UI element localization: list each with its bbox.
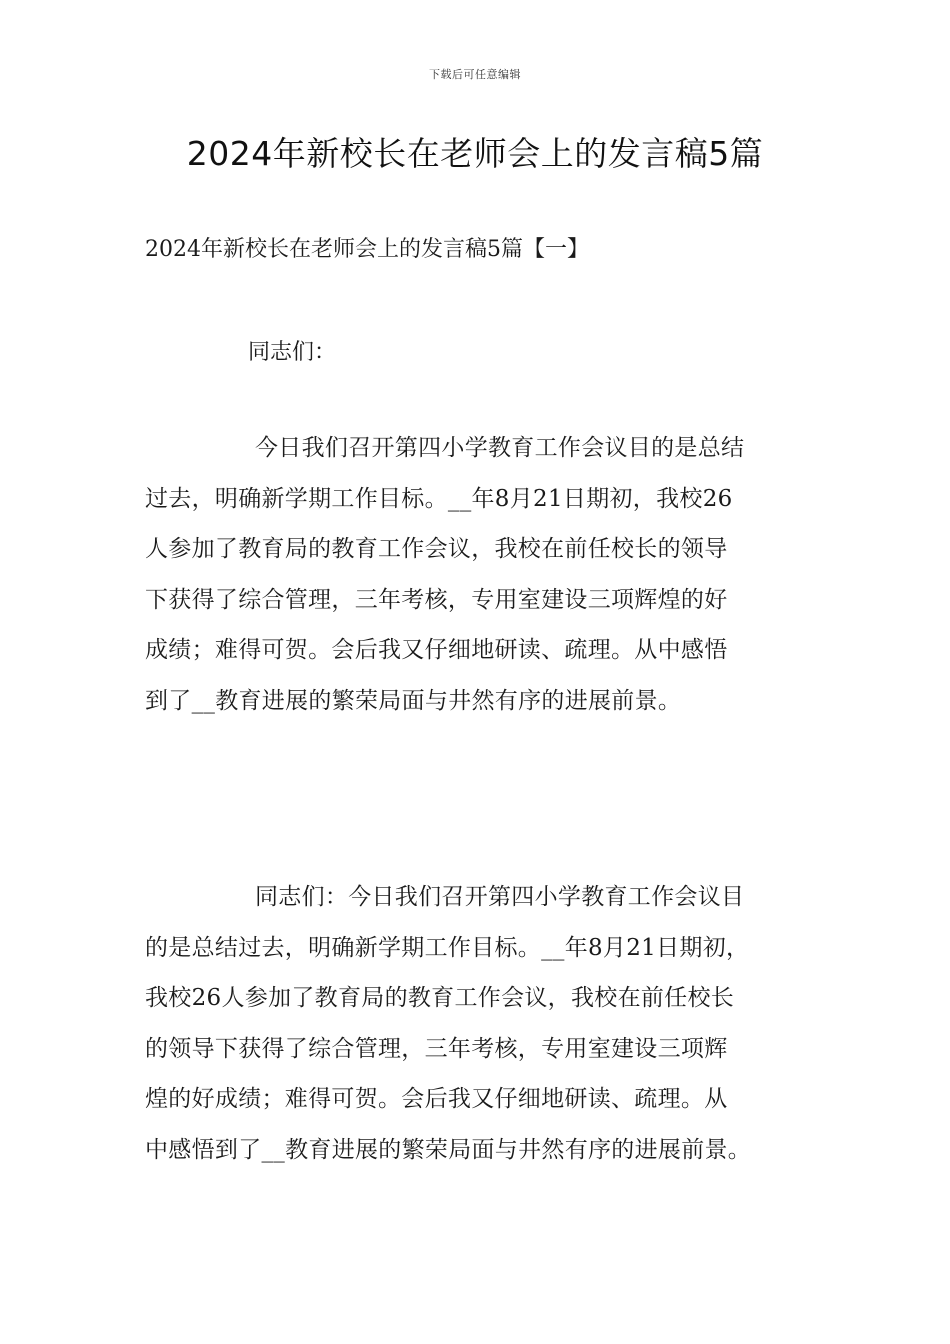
- paragraph-line: 中感悟到了__教育进展的繁荣局面与井然有序的进展前景。: [145, 1136, 752, 1163]
- paragraph-line: 煌的好成绩；难得可贺。会后我又仔细地研读、疏理。从: [145, 1086, 728, 1112]
- paragraph-line: 我校26人参加了教育局的教育工作会议，我校在前任校长: [145, 985, 735, 1011]
- paragraph-line: 的领导下获得了综合管理，三年考核，专用室建设三项辉: [145, 1035, 728, 1062]
- paragraph-line: 人参加了教育局的教育工作会议，我校在前任校长的领导: [145, 536, 728, 562]
- paragraph-line: 到了__教育进展的繁荣局面与井然有序的进展前景。: [145, 687, 682, 714]
- paragraph-line: 过去，明确新学期工作目标。__年8月21日期初，我校26: [145, 485, 733, 512]
- section-heading: 2024年新校长在老师会上的发言稿5篇【一】: [145, 237, 589, 262]
- paragraph-line: 今日我们召开第四小学教育工作会议目的是总结: [255, 435, 745, 461]
- paragraph-1: [145, 423, 810, 726]
- paragraph-2: [145, 872, 810, 1175]
- document-title: 2024年新校长在老师会上的发言稿5篇: [186, 134, 764, 173]
- paragraph-line: 同志们：今日我们召开第四小学教育工作会议目: [255, 884, 745, 910]
- paragraph-line: 的是总结过去，明确新学期工作目标。__年8月21日期初，: [145, 934, 750, 961]
- salutation: 同志们：: [248, 340, 337, 365]
- header-note: 下载后可任意编辑: [429, 68, 521, 81]
- paragraph-line: 下获得了综合管理，三年考核，专用室建设三项辉煌的好: [145, 586, 728, 613]
- paragraph-line: 成绩；难得可贺。会后我又仔细地研读、疏理。从中感悟: [145, 637, 728, 663]
